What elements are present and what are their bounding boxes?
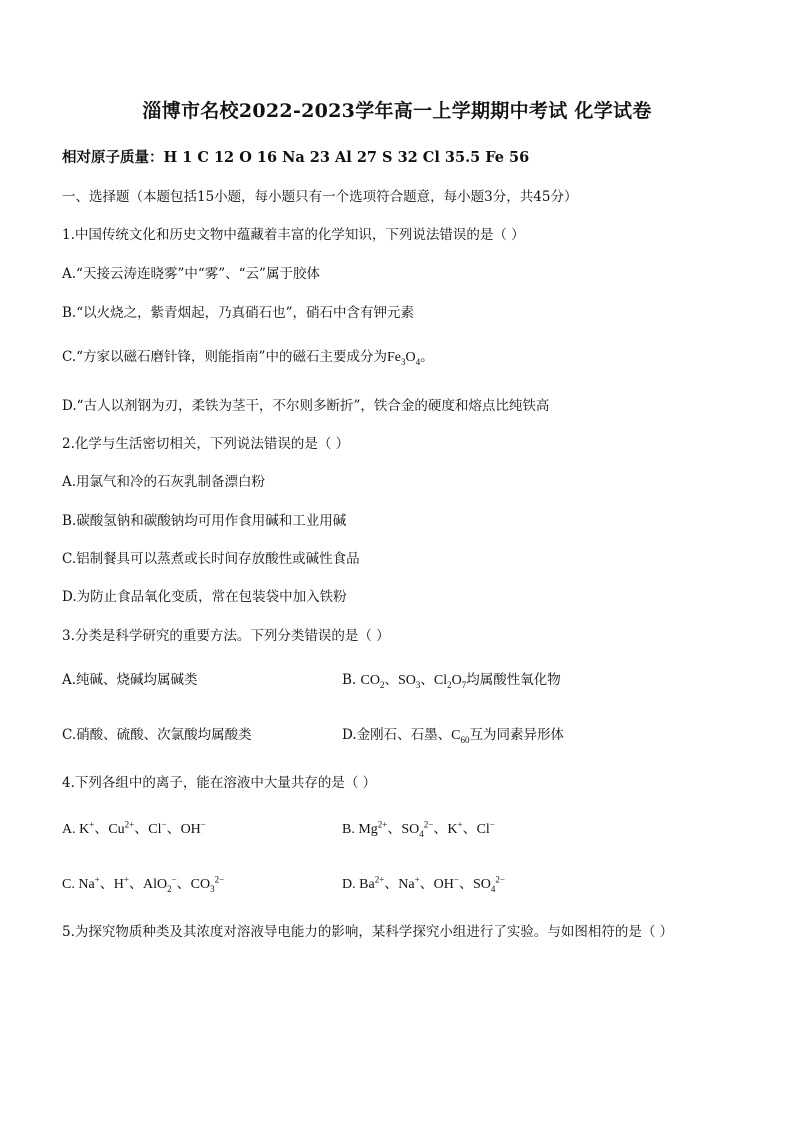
charge: 2+ (377, 819, 388, 830)
question-4-option-d (342, 873, 505, 893)
formula-fe3o4 (387, 350, 420, 365)
charge: 2− (423, 819, 434, 830)
formula-so3 (398, 673, 420, 688)
ion: Cl (148, 822, 162, 837)
charge: − (200, 819, 206, 830)
charge: + (94, 874, 100, 885)
question-3-option-b (342, 668, 561, 689)
ion: Na (398, 877, 415, 892)
ion: Na (78, 877, 95, 892)
ion: K (447, 822, 458, 837)
charge: − (453, 874, 459, 885)
sep: 、 (420, 672, 434, 688)
sep: 、 (166, 822, 181, 837)
sub: 3 (210, 883, 215, 894)
b-end: 均属酸性氧化物 (466, 672, 561, 688)
question-4-option-c (62, 873, 224, 893)
o: O (405, 350, 416, 365)
sub: 2 (167, 883, 172, 894)
sep: 、 (384, 672, 398, 688)
exam-title: 淄博市名校2022-2023学年高一上学期期中考试 化学试卷 (142, 100, 652, 122)
charge: − (489, 819, 495, 830)
ion: Mg (358, 822, 378, 837)
sep: 、 (462, 822, 477, 837)
question-3-option-a: A.纯碱、烧碱均属碱类 (62, 672, 198, 688)
question-1-option-c (62, 345, 434, 366)
question-1-option-b: B.“以火烧之，紫青烟起，乃真硝石也”，硝石中含有钾元素 (62, 305, 415, 321)
charge: − (161, 819, 167, 830)
d-prefix: D.金刚石、石墨、 (342, 727, 452, 743)
sep: 、 (387, 822, 402, 837)
fe: Fe (386, 350, 401, 365)
sep: 、 (458, 877, 473, 892)
sub-3: 3 (415, 679, 421, 690)
question-2-option-c: C.铝制餐具可以蒸煮或长时间存放酸性或碱性食品 (62, 551, 360, 567)
charge: + (89, 819, 95, 830)
sep: 、 (128, 877, 143, 892)
charge: 2− (214, 874, 225, 885)
question-3-option-c: C.硝酸、硫酸、次氯酸均属酸类 (62, 727, 252, 743)
sub-2: 2 (379, 679, 385, 690)
ion: H (113, 877, 124, 892)
question-4-option-b (342, 818, 495, 838)
section-heading: 一、选择题（本题包括15小题，每小题只有一个选项符合题意，每小题3分，共45分） (62, 189, 578, 205)
d-prefix: D. (342, 877, 360, 892)
charge: 2+ (124, 819, 135, 830)
charge: + (123, 874, 129, 885)
charge: − (171, 874, 177, 885)
b-prefix: B. (342, 822, 359, 837)
option-c-text: C.“方家以磁石磨针锋，则能指南”中的磁石主要成分为 (62, 349, 387, 365)
atomic-mass-line: 相对原子质量：H 1 C 12 O 16 Na 23 Al 27 S 32 Cl 35.5 Fe 56 (62, 149, 530, 166)
ion: SO (401, 822, 420, 837)
charge: + (414, 874, 420, 885)
sub-4: 4 (415, 356, 421, 367)
question-4-stem: 4.下列各组中的离子，能在溶液中大量共存的是（ ） (62, 775, 377, 791)
a-prefix: A. (62, 822, 80, 837)
ion: Ba (359, 877, 375, 892)
ion: SO (472, 877, 491, 892)
sub-3: 3 (400, 356, 406, 367)
sep: 、 (99, 877, 114, 892)
b-prefix: B. (342, 672, 361, 688)
cl: Cl (433, 673, 448, 688)
question-2-option-d: D.为防止食品氧化变质，常在包装袋中加入铁粉 (62, 589, 347, 605)
c: C (451, 728, 461, 743)
sep: 、 (433, 822, 448, 837)
question-2-option-b: B.碳酸氢钠和碳酸钠均可用作食用碱和工业用碱 (62, 513, 347, 529)
sub-7: 7 (461, 679, 467, 690)
sep: 、 (134, 822, 149, 837)
ion: K (79, 822, 90, 837)
o: O (451, 673, 462, 688)
formula-c60 (451, 728, 469, 743)
sub-60: 60 (460, 734, 470, 745)
ion: Cl (476, 822, 490, 837)
sub-2: 2 (447, 679, 452, 690)
charge: 2− (495, 874, 505, 885)
ion: AlO (142, 877, 168, 892)
ion: OH (433, 877, 454, 892)
ion: CO (190, 877, 211, 892)
charge: 2+ (374, 874, 385, 885)
question-1-option-d: D.“古人以剂钢为刃，柔铁为茎干，不尔则多断折”，铁合金的硬度和熔点比纯铁高 (62, 398, 550, 414)
question-3-option-d (342, 723, 564, 744)
c-prefix: C. (62, 877, 79, 892)
sep: 、 (94, 822, 109, 837)
question-2-option-a: A.用氯气和冷的石灰乳制备漂白粉 (62, 474, 266, 490)
sub: 4 (490, 883, 496, 894)
ion: OH (180, 822, 201, 837)
question-1-stem: 1.中国传统文化和历史文物中蕴藏着丰富的化学知识，下列说法错误的是（ ） (62, 227, 525, 243)
formula-cl2o7 (434, 673, 466, 688)
ion: Cu (108, 822, 125, 837)
so: SO (397, 673, 416, 688)
sep: 、 (384, 877, 399, 892)
sep: 、 (176, 877, 191, 892)
question-4-option-a (62, 818, 206, 838)
question-2-stem: 2.化学与生活密切相关，下列说法错误的是（ ） (62, 436, 350, 452)
formula-co2 (361, 673, 385, 688)
d-end: 互为同素异形体 (469, 727, 564, 743)
period: 。 (420, 349, 434, 365)
question-3-stem: 3.分类是科学研究的重要方法。下列分类错误的是（ ） (62, 628, 390, 644)
sep: 、 (419, 877, 434, 892)
question-1-option-a: A.“天接云涛连晓雾”中“雾”、“云”属于胶体 (62, 266, 320, 282)
charge: + (457, 819, 463, 830)
sub: 4 (419, 828, 424, 839)
question-5-stem: 5.为探究物质种类及其浓度对溶液导电能力的影响，某科学探究小组进行了实验。与如图相符的是（ ） (62, 924, 674, 940)
co: CO (360, 673, 380, 688)
